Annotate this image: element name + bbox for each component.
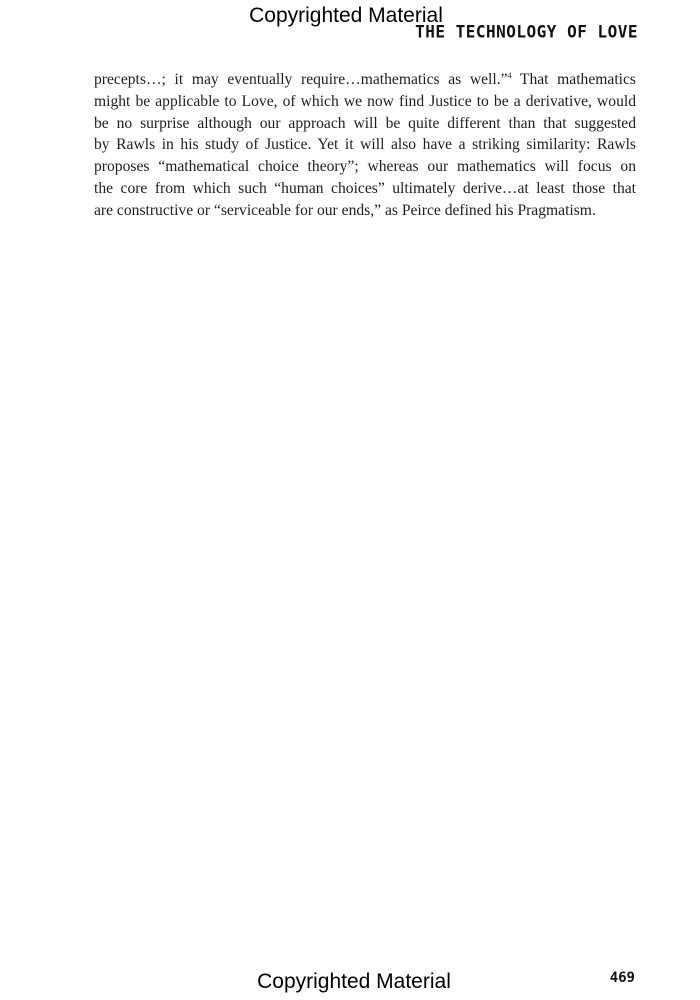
text-segment: precepts…; it may eventually require…mathematics as well.” <box>94 71 508 88</box>
text-segment: That mathematics <box>511 71 636 88</box>
copyright-watermark-top: Copyrighted Material <box>249 4 443 27</box>
running-header-title: THE TECHNOLOGY OF LOVE <box>415 21 638 42</box>
text-line: proposes “mathematical choice theory”; whereas our mathematics will focus on <box>94 158 636 176</box>
copyright-watermark-bottom: Copyrighted Material <box>257 970 451 993</box>
text-line: the core from which such “human choices” ultimately derive…at least those that <box>94 179 636 197</box>
text-line: might be applicable to Love, of which we now find Justice to be a derivative, would <box>94 92 636 110</box>
text-line: by Rawls in his study of Justice. Yet it will also have a striking similarity: Rawls <box>94 136 636 154</box>
text-line: be no surprise although our approach will be quite different than that suggested <box>94 114 636 132</box>
text-line: are constructive or “serviceable for our ends,” as Peirce defined his Pragmatism. <box>94 201 596 219</box>
footnote-reference: 4 <box>507 70 512 80</box>
body-paragraph <box>94 69 636 222</box>
page-number: 469 <box>609 970 635 986</box>
text-line <box>94 69 636 91</box>
